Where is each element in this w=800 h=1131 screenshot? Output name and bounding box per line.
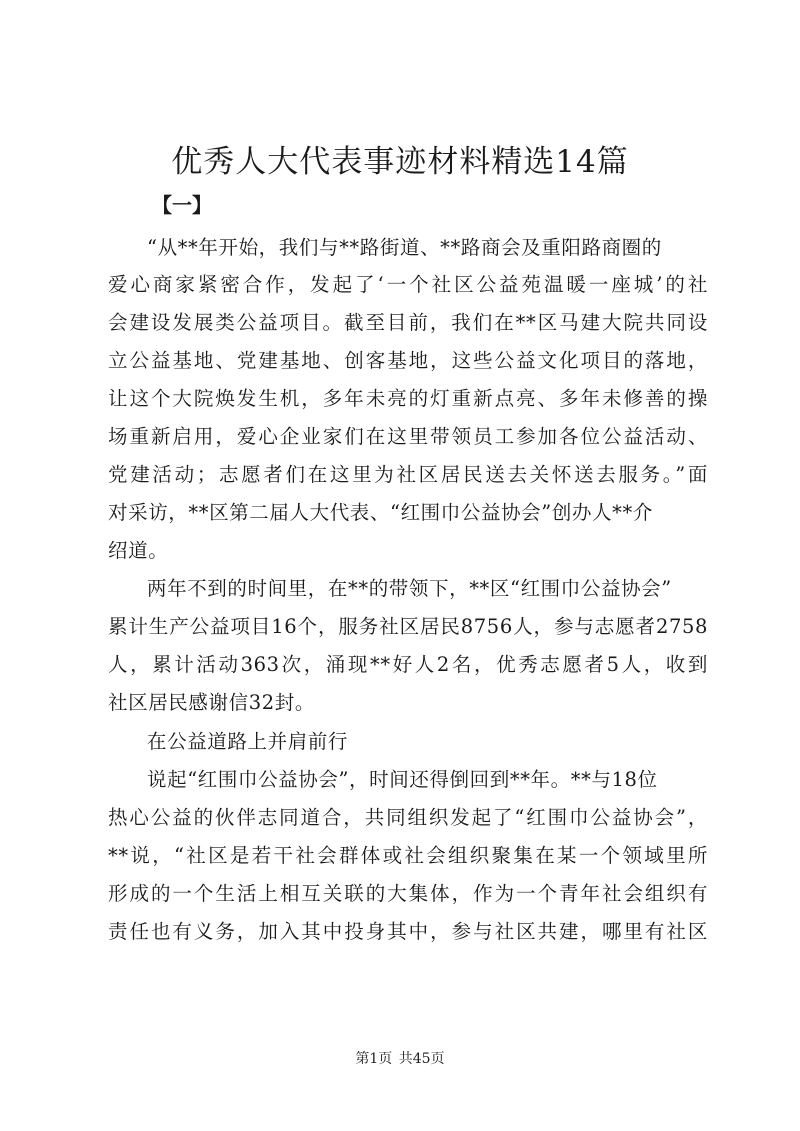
paragraph-line: 让这个大院焕发生机，多年未亮的灯重新点亮、多年未修善的操 xyxy=(108,387,708,410)
paragraph-line: 爱心商家紧密合作，发起了‘一个社区公益苑温暖一座城’的社 xyxy=(108,273,708,296)
paragraph-line: 会建设发展类公益项目。截至目前，我们在**区马建大院共同设 xyxy=(108,311,708,334)
paragraph-line: 对采访，**区第二届人大代表、“红围巾公益协会”创办人**介 xyxy=(108,501,653,524)
paragraph-line: “从**年开始，我们与**路街道、**路商会及重阳路商圈的 xyxy=(147,236,662,259)
section-heading: 【一】 xyxy=(152,193,212,217)
paragraph-line: 形成的一个生活上相互关联的大集体，作为一个青年社会组织有 xyxy=(108,882,708,905)
page-total: 共45页 xyxy=(398,1051,445,1067)
page-footer xyxy=(0,1048,800,1068)
paragraph-line: 两年不到的时间里，在**的带领下，**区“红围巾公益协会” xyxy=(147,577,672,600)
paragraph-line: 场重新启用，爱心企业家们在这里带领员工参加各位公益活动、 xyxy=(108,425,708,448)
paragraph-line: 党建活动；志愿者们在这里为社区居民送去关怀送去服务。”面 xyxy=(108,463,708,486)
paragraph-line: 绍道。 xyxy=(108,539,169,562)
paragraph-line: 说起“红围巾公益协会”，时间还得倒回到**年。**与18位 xyxy=(147,768,658,791)
paragraph-line: 立公益基地、党建基地、创客基地，这些公益文化项目的落地， xyxy=(108,349,708,372)
paragraph-line: 社区居民感谢信32封。 xyxy=(108,691,315,714)
page-number: 第1页 xyxy=(355,1051,393,1067)
paragraph-line: **说，“社区是若干社会群体或社会组织聚集在某一个领域里所 xyxy=(108,844,708,867)
paragraph-line: 责任也有义务，加入其中投身其中，参与社区共建，哪里有社区 xyxy=(108,920,708,943)
paragraph-line: 人，累计活动363次，涌现**好人2名，优秀志愿者5人，收到 xyxy=(108,653,708,676)
paragraph-line: 累计生产公益项目16个，服务社区居民8756人，参与志愿者2758 xyxy=(108,615,708,638)
subheading-line: 在公益道路上并肩前行 xyxy=(147,730,349,753)
document-title: 优秀人大代表事迹材料精选14篇 xyxy=(171,144,629,180)
paragraph-line: 热心公益的伙伴志同道合，共同组织发起了“红围巾公益协会”， xyxy=(108,806,708,829)
